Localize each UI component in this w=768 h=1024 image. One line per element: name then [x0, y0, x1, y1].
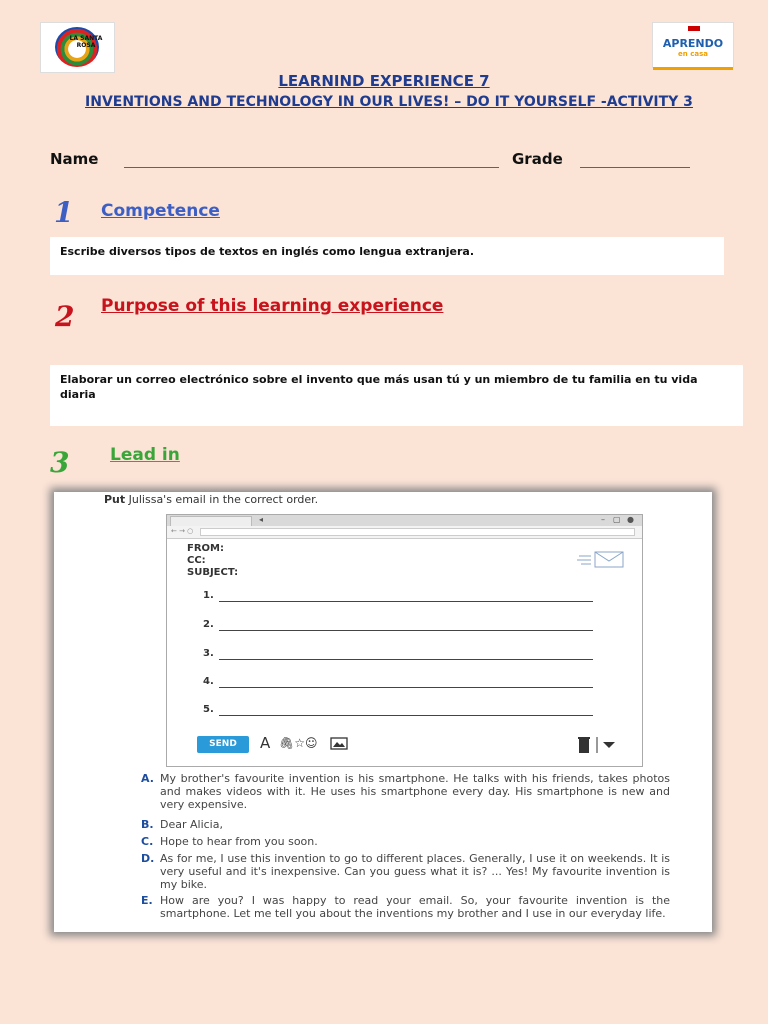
tab-arrow-icon: ◂	[259, 515, 264, 524]
row-number: 1.	[203, 590, 214, 601]
section-1-number: 1	[54, 196, 74, 229]
name-label: Name	[50, 150, 99, 168]
grade-input-line[interactable]	[580, 167, 690, 168]
grade-label: Grade	[512, 150, 563, 168]
minimize-icon: –	[601, 515, 605, 524]
name-input-line[interactable]	[124, 167, 499, 168]
option-d-text: As for me, I use this invention to go to different places. Generally, I use it on weekends. It is very useful and it's inexpensive. Can you guess what it is? ... Yes! My favourite invention is my bike.	[160, 852, 670, 891]
purpose-text: Elaborar un correo electrónico sobre el invento que más usan tú y un miembro de tu familia en tu vida diaria	[60, 373, 698, 401]
section-3-heading: Lead in	[110, 445, 180, 465]
envelope-icon	[577, 551, 627, 569]
option-letter: D.	[141, 852, 155, 865]
section-3-number: 3	[50, 446, 70, 479]
option-e-text: How are you? I was happy to read your email. So, your favourite invention is the smartphone. Let me tell you about the inventions my brother and I use in our everyday life.	[160, 894, 670, 920]
answer-line	[219, 687, 593, 688]
email-window	[166, 514, 643, 767]
logo-underline	[653, 67, 733, 70]
option-b-text: Dear Alicia,	[160, 818, 223, 831]
option-letter: E.	[141, 894, 153, 907]
flag-icon	[688, 26, 700, 31]
competence-text: Escribe diversos tipos de textos en inglés como lengua extranjera.	[60, 245, 475, 258]
instruction-text: Julissa's email in the correct order.	[125, 493, 319, 506]
page-title: LEARNIND EXPERIENCE 7	[278, 72, 490, 90]
nav-arrows-icon: ← → ○	[171, 527, 194, 535]
program-logo-title: APRENDO	[662, 37, 724, 50]
worksheet-image	[54, 492, 712, 932]
cc-field: CC:	[187, 555, 206, 566]
browser-tab-bar	[167, 515, 642, 526]
page-subtitle: INVENTIONS AND TECHNOLOGY IN OUR LIVES! – DO IT YOURSELF -ACTIVITY 3	[85, 94, 693, 110]
option-letter: C.	[141, 835, 154, 848]
browser-tab	[170, 516, 252, 526]
send-button: SEND	[197, 736, 249, 753]
worksheet-instruction	[104, 493, 318, 506]
answer-line	[219, 601, 593, 602]
subject-field: SUBJECT:	[187, 567, 239, 578]
option-c-text: Hope to hear from you soon.	[160, 835, 318, 848]
answer-line	[219, 659, 593, 660]
section-2-number: 2	[55, 300, 75, 333]
image-icon	[330, 737, 348, 750]
option-a-text: My brother's favourite invention is his smartphone. He talks with his friends, takes photos and makes videos with it. He uses his smartphone every day. His smartphone is new and very expensive.	[160, 772, 670, 811]
from-field: FROM:	[187, 543, 224, 554]
competence-box	[50, 237, 724, 275]
trash-dropdown-icons	[576, 736, 626, 754]
program-logo-sub: en casa	[678, 50, 708, 58]
school-logo-text: LA SANTA ROSA	[69, 35, 103, 49]
text-format-icon: A	[260, 734, 271, 752]
row-number: 5.	[203, 704, 214, 715]
maximize-icon: ▢	[613, 515, 621, 524]
answer-line	[219, 715, 593, 716]
purpose-box	[50, 365, 743, 426]
section-2-heading: Purpose of this learning experience	[101, 296, 444, 316]
row-number: 3.	[203, 648, 214, 659]
section-1-heading: Competence	[101, 201, 220, 221]
answer-line	[219, 630, 593, 631]
close-icon: ●	[627, 515, 634, 524]
option-letter: B.	[141, 818, 154, 831]
browser-address-bar	[167, 526, 642, 539]
option-letter: A.	[141, 772, 154, 785]
attach-emoji-icons: 🖇☆☺	[279, 736, 318, 750]
school-logo	[40, 22, 115, 73]
aprendo-en-casa-logo	[652, 22, 734, 68]
row-number: 4.	[203, 676, 214, 687]
row-number: 2.	[203, 619, 214, 630]
instruction-verb: Put	[104, 493, 126, 506]
url-input	[200, 528, 635, 536]
